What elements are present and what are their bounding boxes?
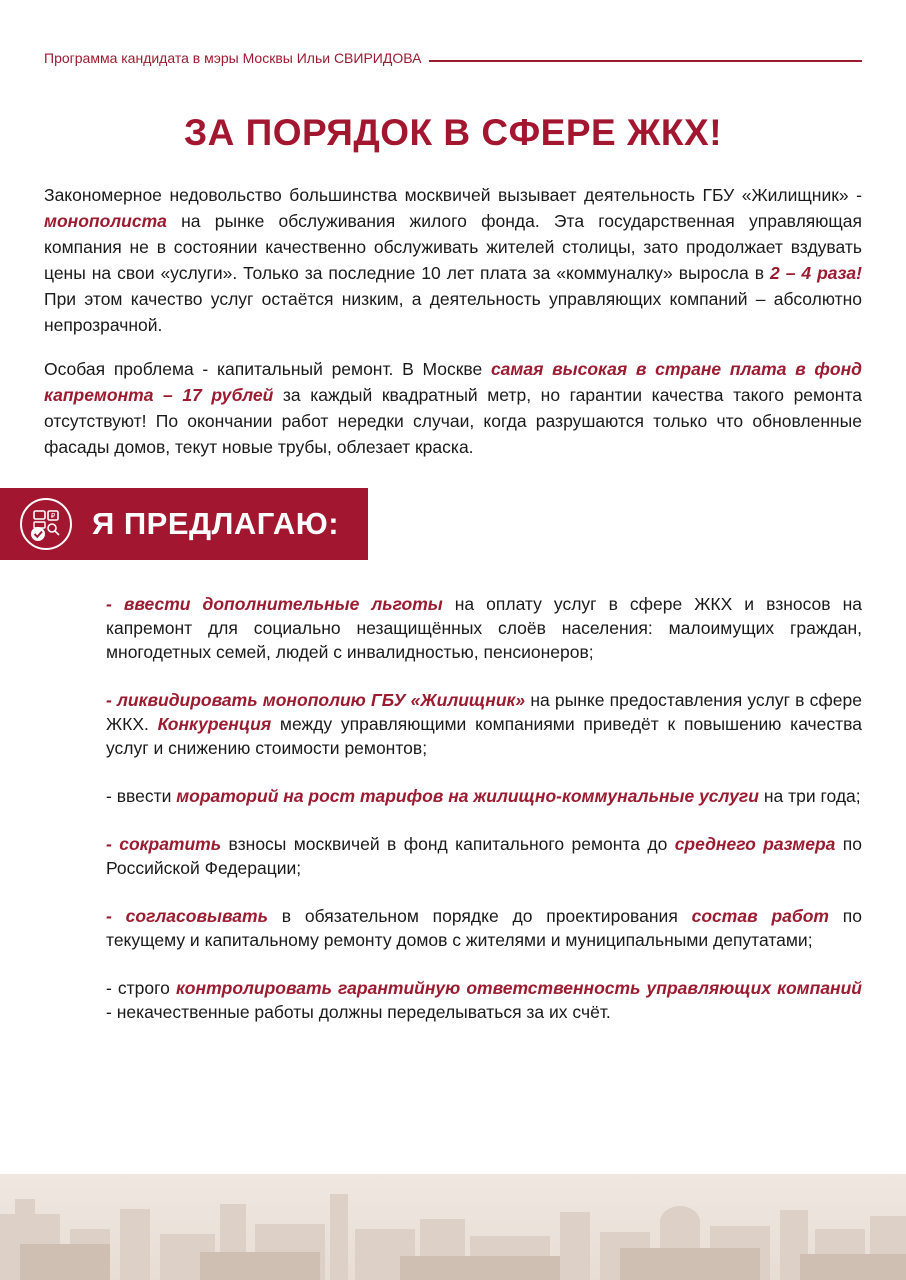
text-run: - ввести [106, 786, 177, 806]
page-title: ЗА ПОРЯДОК В СФЕРЕ ЖКХ! [183, 112, 723, 153]
text-run-emphasis: контролировать гарантийную ответственность управляющих компаний [175, 978, 862, 998]
text-run: При этом качество услуг остаётся низким, а деятельность управляющих компаний – абсолютно непрозрачной. [44, 289, 862, 335]
text-run-emphasis: среднего размера [674, 834, 836, 854]
text-run: за каждый квадратный метр, но гарантии качества такого ремонта отсутствуют! По окончании работ нередки случаи, когда разрушаются только что обновленные фасады домов, текут новые трубы, облезает краска. [44, 385, 863, 457]
text-run: - строго [106, 978, 176, 998]
text-run: по Российской Федерации; [106, 834, 863, 878]
text-run-emphasis: - согласовывать [106, 906, 268, 926]
text-run: взносы москвичей в фонд капитального ремонта до [221, 834, 675, 854]
text-run: между управляющими компаниями приведёт к повышению качества услуг и снижению стоимости ремонтов; [106, 714, 863, 758]
intro-paragraph-2 [44, 356, 862, 460]
proposal-banner [0, 488, 368, 560]
text-run: - некачественные работы должны переделываться за их счёт. [106, 1002, 611, 1022]
header-text: Программа кандидата в мэры Москвы Ильи СВИРИДОВА [44, 50, 422, 66]
proposal-icon [20, 498, 72, 550]
intro-paragraph-1 [44, 182, 862, 338]
header-rule [429, 60, 862, 62]
text-run: Особая проблема - капитальный ремонт. В Москве [44, 359, 491, 379]
text-run: на оплату услуг в сфере ЖКХ и взносов на капремонт для социально незащищённых слоёв населения: малоимущих граждан, многодетных семей, людей с инвалидностью, пенсионеров; [106, 594, 862, 662]
svg-text:₽: ₽ [50, 512, 56, 520]
banner-title: Я ПРЕДЛАГАЮ: [92, 506, 340, 541]
text-run-emphasis: - ввести дополнительные льготы [106, 594, 443, 614]
list-item [106, 832, 862, 880]
text-run-emphasis: Конкуренция [157, 714, 272, 734]
list-item [106, 784, 862, 808]
page-header [44, 50, 862, 66]
list-item [106, 904, 862, 952]
text-run: по текущему и капитальному ремонту домов с жителями и муниципальными депутатами; [106, 906, 862, 950]
text-run-emphasis: - сократить [106, 834, 222, 854]
text-run-emphasis: - ликвидировать монополию ГБУ «Жилищник» [106, 690, 526, 710]
text-run: на рынке предоставления услуг в сфере ЖКХ. [106, 690, 863, 734]
text-run-emphasis: мораторий на рост тарифов на жилищно-коммунальные услуги [176, 786, 759, 806]
proposals-list [106, 592, 862, 1048]
text-run-emphasis: 2 – 4 раза! [770, 263, 862, 283]
city-skyline-image [0, 1174, 906, 1280]
text-run: на рынке обслуживания жилого фонда. Эта государственная управляющая компания не в состоянии качественно обслуживать жителей столицы, зато продолжает вздувать цены на свои «услуги». Только за последние 10 лет плата за «коммуналку» выросла в [44, 211, 862, 283]
list-item [106, 976, 862, 1024]
list-item [106, 688, 862, 760]
text-run-emphasis: самая высокая в стране плата в фонд капремонта – 17 рублей [44, 359, 862, 405]
text-run: Закономерное недовольство большинства москвичей вызывает деятельность ГБУ «Жилищник» - [44, 185, 862, 205]
text-run-emphasis: монополиста [44, 211, 167, 231]
list-item [106, 592, 862, 664]
text-run: в обязательном порядке до проектирования [267, 906, 692, 926]
text-run: на три года; [758, 786, 861, 806]
text-run-emphasis: состав работ [691, 906, 829, 926]
